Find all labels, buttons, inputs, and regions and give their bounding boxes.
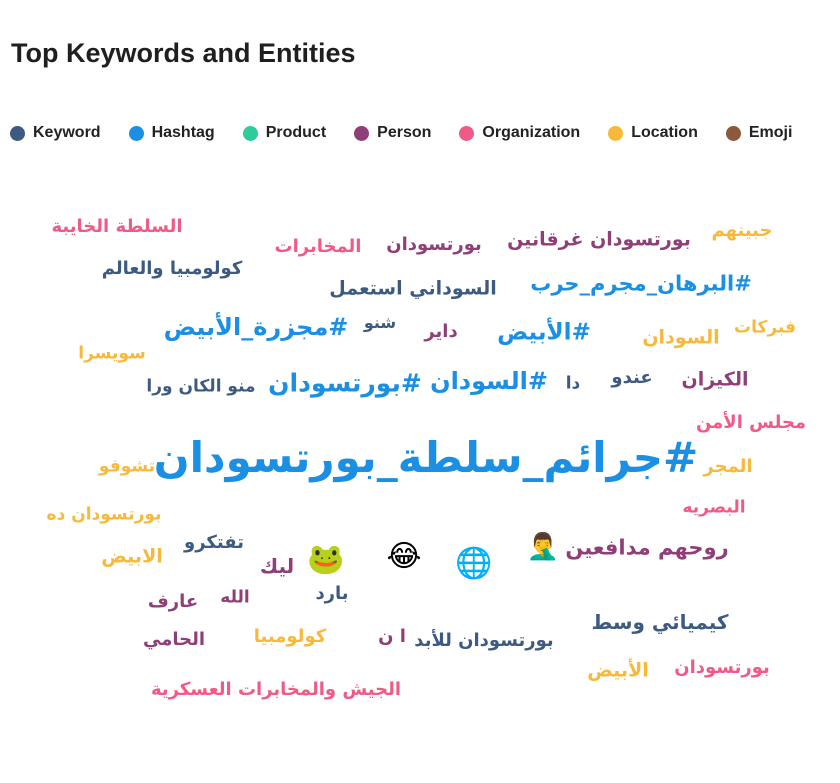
word-hashtag-16: #بورتسودان [268,368,422,398]
word-person-3: بورتسودان غرقانين [507,228,691,251]
legend-label-person: Person [377,124,432,141]
word-person-35: الحامي [142,629,206,650]
word-person-32: عارف [147,591,199,612]
legend-label-hashtag: Hashtag [151,124,215,141]
word-hashtag-7: #البرهان_مجرم_حرب [530,271,752,296]
word-keyword-34: كيميائي وسط [591,610,729,634]
word-person-37: ا ن [378,626,406,647]
word-location-36: كولومبيا [253,626,327,647]
laughing-emoji: 😂 [386,540,422,573]
word-organization-1: المخابرات [274,236,362,257]
word-organization-41: الجيش والمخابرات العسكرية [150,679,402,700]
word-location-29: الابيض [101,545,163,568]
word-location-12: السودان [642,326,720,349]
word-organization-0: السلطة الخايبة [51,216,183,237]
word-person-30: ليك [259,554,295,578]
word-person-2: بورتسودان [386,234,482,255]
legend-label-keyword: Keyword [33,124,101,141]
word-location-39: الأبيض [587,659,649,682]
word-person-10: داير [424,321,458,342]
word-person-33: الله [220,587,250,608]
word-keyword-15: منو الكان ورا [146,376,256,397]
word-keyword-9: شنو [363,313,397,332]
frog-emoji: 🐸 [307,543,345,576]
word-keyword-38: بورتسودان للأبد [414,630,554,651]
word-person-20: الكيزان [681,368,749,391]
word-location-14: سويسرا [78,343,146,364]
legend-label-organization: Organization [482,124,581,141]
word-keyword-5: كولومبيا والعالم [101,258,243,279]
legend-label-product: Product [265,124,327,141]
word-location-23: تشوفو [98,456,156,477]
word-location-4: جبينهم [711,220,773,241]
word-hashtag-11: #الأبيض [497,319,591,346]
word-keyword-27: تفتكرو [184,532,244,553]
word-organization-40: بورتسودان [674,657,770,678]
word-location-24: المجر [703,456,753,477]
word-keyword-6: السوداني استعمل [329,277,497,300]
word-keyword-18: دا [565,373,581,394]
facepalm-emoji: 🤦‍♂️ [526,531,560,561]
word-person-28: روحهم مدافعين [565,535,729,560]
word-location-26: بورتسودان ده [46,504,162,525]
globe-emoji: 🌐 [455,547,493,580]
chart-title: Top Keywords and Entities [11,38,356,68]
word-keyword-31: بارد [315,583,349,604]
word-organization-25: البصريه [682,497,746,518]
word-hashtag-22: #جرائم_سلطة_بورتسودان [153,433,699,482]
legend-label-emoji: Emoji [748,124,793,141]
word-location-13: فبركات [734,317,796,338]
word-hashtag-8: #مجزرة_الأبيض [163,313,349,341]
word-keyword-19: عندو [611,367,653,388]
word-organization-21: مجلس الأمن [695,412,807,433]
legend-label-location: Location [631,124,698,141]
word-hashtag-17: #السودان [430,367,548,395]
